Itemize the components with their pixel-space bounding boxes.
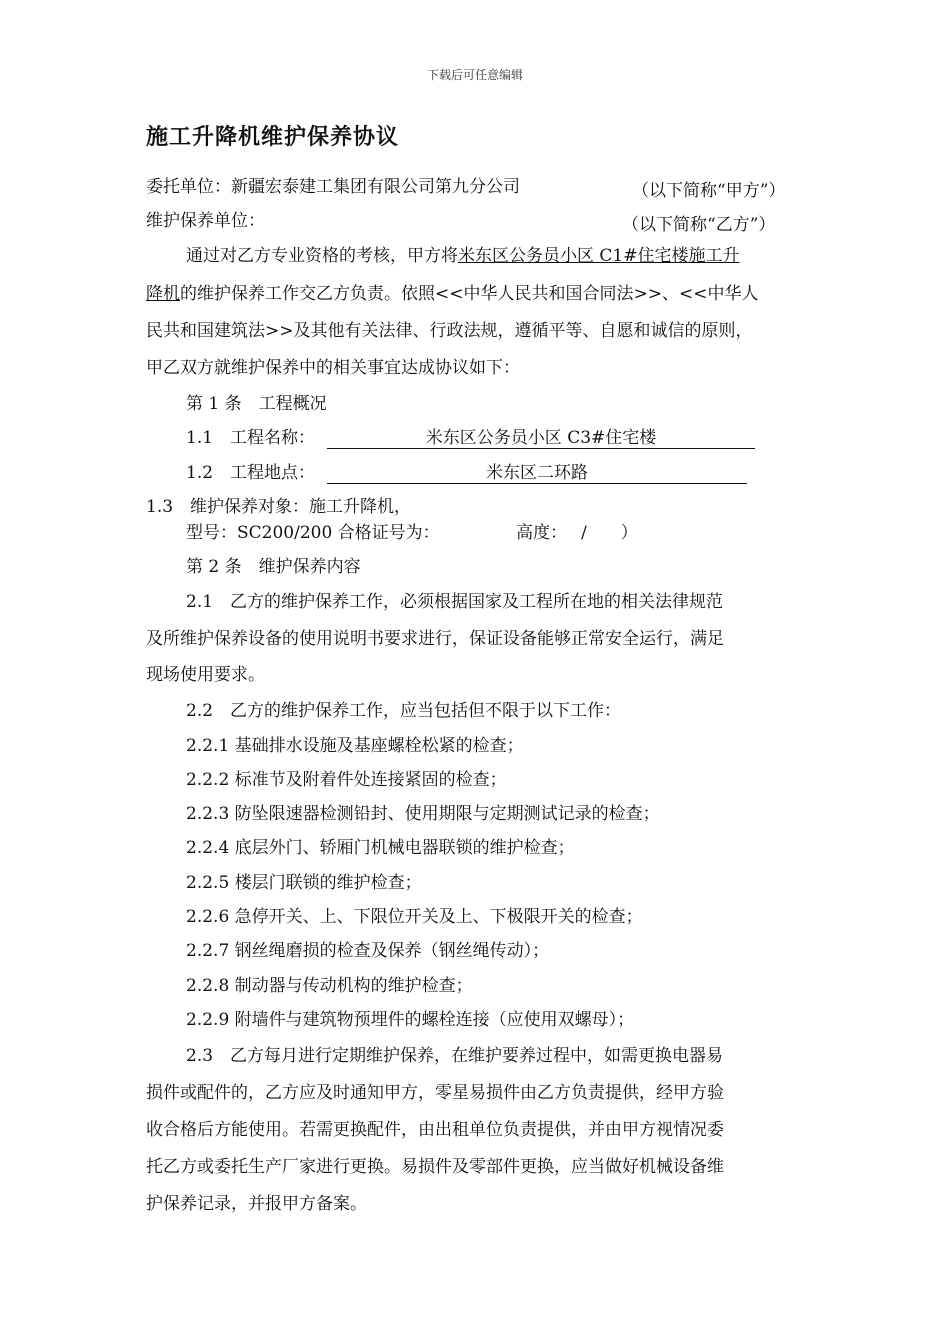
clause-2-3-line-1: 2.3 乙方每月进行定期维护保养，在维护要养过程中，如需更换电器易 xyxy=(186,1046,724,1066)
article-1-heading: 第 1 条 工程概况 xyxy=(186,394,327,414)
list-item: 2.2.7 钢丝绳磨损的检查及保养（钢丝绳传动）； xyxy=(186,941,550,961)
clause-2-3-line-3: 收合格后方能使用。若需更换配件，由出租单位负责提供，并由甲方视情况委 xyxy=(146,1120,724,1140)
clause-2-1-line-3: 现场使用要求。 xyxy=(146,665,265,685)
intro-line-3: 民共和国建筑法>>及其他有关法律、行政法规，遵循平等、自愿和诚信的原则， xyxy=(146,321,753,341)
intro-line-4: 甲乙双方就维护保养中的相关事宜达成协议如下： xyxy=(146,358,520,378)
project-name-value: 米东区公务员小区 C3#住宅楼 xyxy=(327,428,755,449)
project-site-label: 1.2 工程地点： xyxy=(186,463,316,483)
page-header: 下载后可任意编辑 xyxy=(426,68,523,82)
party-b-note: （以下简称“乙方”） xyxy=(622,215,776,235)
clause-2-3-line-2: 损件或配件的，乙方应及时通知甲方，零星易损件由乙方负责提供，经甲方验 xyxy=(146,1083,724,1103)
intro-line-1 xyxy=(186,245,739,267)
party-a-note: （以下简称“甲方”） xyxy=(632,181,786,201)
project-name-row xyxy=(186,427,755,449)
document-title: 施工升降机维护保养协议 xyxy=(146,124,400,150)
list-item: 2.2.5 楼层门联锁的维护检查； xyxy=(186,873,422,893)
party-b-line: 维护保养单位： xyxy=(146,211,265,231)
clause-2-1-line-1: 2.1 乙方的维护保养工作，必须根据国家及工程所在地的相关法律规范 xyxy=(186,592,724,612)
intro-text: 的维护保养工作交乙方负责。依照<<中华人民共和国合同法>>、<<中华人 xyxy=(180,284,759,304)
project-underlined-cont: 降机 xyxy=(146,284,180,304)
maintenance-object: 1.3 维护保养对象：施工升降机， xyxy=(146,497,412,517)
project-site-row xyxy=(186,462,747,484)
intro-line-2 xyxy=(146,283,758,305)
project-site-value: 米东区二环路 xyxy=(327,463,747,484)
model-line: 型号：SC200/200 合格证号为： 高度： / ） xyxy=(186,523,638,543)
list-item: 2.2.1 基础排水设施及基座螺栓松紧的检查； xyxy=(186,736,524,756)
article-2-heading: 第 2 条 维护保养内容 xyxy=(186,557,361,577)
list-item: 2.2.3 防坠限速器检测铅封、使用期限与定期测试记录的检查； xyxy=(186,804,660,824)
clause-2-1-line-2: 及所维护保养设备的使用说明书要求进行，保证设备能够正常安全运行，满足 xyxy=(146,629,724,649)
project-name-label: 1.1 工程名称： xyxy=(186,428,316,448)
party-a-line: 委托单位：新疆宏泰建工集团有限公司第九分公司 xyxy=(146,177,520,197)
list-item: 2.2.2 标准节及附着件处连接紧固的检查； xyxy=(186,770,507,790)
list-item: 2.2.8 制动器与传动机构的维护检查； xyxy=(186,976,473,996)
intro-text: 通过对乙方专业资格的考核，甲方将 xyxy=(186,246,458,266)
list-item: 2.2.9 附墙件与建筑物预埋件的螺栓连接（应使用双螺母）； xyxy=(186,1010,635,1030)
list-item: 2.2.4 底层外门、轿厢门机械电器联锁的维护检查； xyxy=(186,838,575,858)
list-item: 2.2.6 急停开关、上、下限位开关及上、下极限开关的检查； xyxy=(186,907,643,927)
clause-2-2: 2.2 乙方的维护保养工作，应当包括但不限于以下工作： xyxy=(186,701,622,721)
clause-2-3-line-5: 护保养记录，并报甲方备案。 xyxy=(146,1194,367,1214)
project-underlined: 米东区公务员小区 C1#住宅楼施工升 xyxy=(458,246,740,266)
clause-2-3-line-4: 托乙方或委托生产厂家进行更换。易损件及零部件更换，应当做好机械设备维 xyxy=(146,1157,724,1177)
